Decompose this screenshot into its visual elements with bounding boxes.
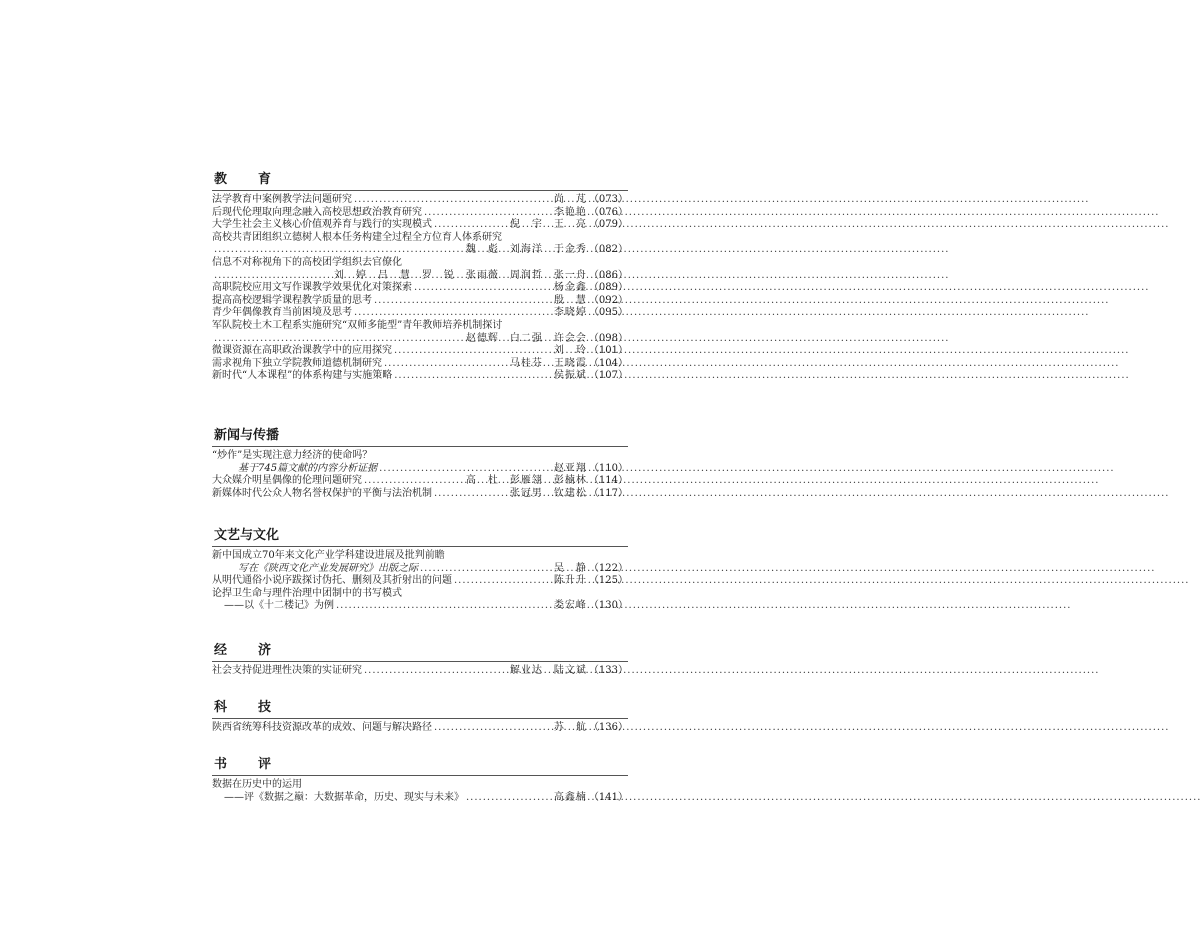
dot-leader xyxy=(384,358,508,371)
entry-title: 陕西省统筹科技资源改革的成效、问题与解决路径 xyxy=(212,722,432,733)
entry-author: 马桂芬 王晓霞 xyxy=(509,357,587,369)
entry-title: 大众媒介明星偶像的伦理问题研究 xyxy=(212,475,362,487)
entry-author: 殷 慧 xyxy=(553,294,587,306)
entry-title: 论捍卫生命与理件治理中团制中的书写模式 xyxy=(212,587,402,599)
dot-leader xyxy=(420,563,552,576)
section-title: 经 济 xyxy=(214,643,281,658)
entry-author: 赵亚翔 xyxy=(553,462,587,474)
toc-entry[interactable] xyxy=(212,244,628,257)
dot-leader xyxy=(354,194,552,207)
toc-entry[interactable] xyxy=(212,488,628,501)
toc-entry[interactable] xyxy=(212,588,628,601)
entry-page-number: （073） xyxy=(588,194,628,205)
toc-section xyxy=(212,428,628,500)
entry-title: 新时代“人本课程”的体系构建与实施策略 xyxy=(212,370,393,382)
dot-leader xyxy=(354,307,552,320)
toc-entry[interactable] xyxy=(212,550,628,563)
entry-author: 解业达 陆文斌 xyxy=(509,665,587,676)
entry-page-number: （114） xyxy=(588,475,628,487)
entry-page-number: （082） xyxy=(588,244,628,256)
entry-title: 高校共青团组织立德树人根本任务构建全过程全方位育人体系研究 xyxy=(212,231,502,243)
section-title: 科 技 xyxy=(214,700,281,715)
entry-page-number: （092） xyxy=(588,294,628,306)
entry-author: 刘 婷 吕 慧 罗 锐 张雨薇 周润哲 张一舟 xyxy=(333,269,587,281)
entry-page-number: （125） xyxy=(588,575,628,587)
entry-page-number: （141） xyxy=(588,791,628,803)
toc-section xyxy=(212,528,628,613)
toc-section xyxy=(212,700,628,735)
toc-entry[interactable] xyxy=(212,219,628,232)
entry-author: 侯振斌 xyxy=(553,370,587,382)
section-title: 文艺与文化 xyxy=(214,528,280,543)
toc-entry[interactable] xyxy=(212,575,628,588)
dot-leader xyxy=(394,370,552,383)
toc-entry[interactable] xyxy=(212,333,628,346)
toc-entry[interactable] xyxy=(212,295,628,308)
toc-entry[interactable] xyxy=(212,665,628,678)
entry-author: 苏 航 xyxy=(553,722,587,733)
entry-page-number: （122） xyxy=(588,562,628,574)
toc-entry[interactable] xyxy=(212,792,628,805)
toc-entry[interactable] xyxy=(212,370,628,383)
entry-title: 高职院校应用文写作课教学效果优化对策探索 xyxy=(212,282,412,294)
section-divider xyxy=(212,775,628,776)
entry-author: 吴 静 xyxy=(553,562,587,574)
toc-entry[interactable] xyxy=(212,207,628,220)
section-title: 书 评 xyxy=(214,757,281,772)
entry-page-number: （136） xyxy=(588,722,628,733)
toc-entry[interactable] xyxy=(212,257,628,270)
entry-page-number: （076） xyxy=(588,206,628,218)
dot-leader xyxy=(214,270,332,283)
dot-leader xyxy=(466,792,552,805)
entry-page-number: （089） xyxy=(588,282,628,294)
entry-author: 赵德辉 白二强 许会会 xyxy=(465,332,587,344)
section-divider xyxy=(212,546,628,547)
dot-leader xyxy=(379,463,552,476)
entry-author: 尚 芃 xyxy=(553,194,587,205)
toc-entry[interactable] xyxy=(212,194,628,207)
entry-title: “炒作”是实现注意力经济的使命吗？ xyxy=(212,450,373,461)
section-divider xyxy=(212,446,628,447)
toc-entry[interactable] xyxy=(212,600,628,613)
dot-leader xyxy=(214,333,464,346)
toc-entry[interactable] xyxy=(212,358,628,371)
dot-leader xyxy=(424,207,552,220)
entry-title: 数据在历史中的运用 xyxy=(212,779,302,790)
entry-page-number: （104） xyxy=(588,357,628,369)
toc-entry[interactable] xyxy=(212,270,628,283)
entry-page-number: （107） xyxy=(588,370,628,382)
toc-entry[interactable] xyxy=(212,307,628,320)
entry-author: 张冠男 钦建松 xyxy=(509,487,587,499)
dot-leader xyxy=(364,665,508,678)
entry-title: 军队院校土木工程系实施研究“双师多能型”青年教师培养机制探讨 xyxy=(212,319,503,331)
dot-leader xyxy=(364,475,464,488)
toc-section xyxy=(212,757,628,804)
dot-leader xyxy=(434,219,508,232)
entry-title: 从明代通俗小说序跋探讨伪托、删刻及其折射出的问题 xyxy=(212,575,452,587)
section-divider xyxy=(212,661,628,662)
entry-title: 写在《陕西文化产业发展研究》出版之际 xyxy=(238,562,418,574)
section-divider xyxy=(212,718,628,719)
toc-entry[interactable] xyxy=(212,779,628,792)
entry-page-number: （098） xyxy=(588,332,628,344)
entry-author: 陈升升 xyxy=(553,575,587,587)
entry-page-number: （079） xyxy=(588,219,628,231)
dot-leader xyxy=(454,575,552,588)
entry-page-number: （110） xyxy=(588,462,628,474)
entry-page-number: （117） xyxy=(588,487,628,499)
entry-page-number: （133） xyxy=(588,665,628,676)
entry-author: 娄宏峰 xyxy=(553,600,587,612)
dot-leader xyxy=(394,345,552,358)
entry-page-number: （130） xyxy=(588,600,628,612)
entry-title: 社会支持促进理性决策的实证研究 xyxy=(212,665,362,676)
entry-author: 杨金鑫 xyxy=(553,282,587,294)
toc-entry[interactable] xyxy=(212,450,628,463)
entry-title: 微课资源在高职政治课教学中的应用探究 xyxy=(212,345,392,357)
toc-section xyxy=(212,643,628,678)
entry-author: 高鑫楠 xyxy=(553,791,587,803)
entry-author: 高 杜 彭雁翎 彭楠林 xyxy=(465,475,587,487)
entry-page-number: （101） xyxy=(588,345,628,357)
entry-page-number: （086） xyxy=(588,269,628,281)
entry-title: 新中国成立70年来文化产业学科建设进展及批判前瞻 xyxy=(212,550,445,561)
dot-leader xyxy=(214,244,464,257)
entry-title: ——评《数据之巅：大数据革命，历史、现实与未来》 xyxy=(224,791,464,803)
entry-title: 后现代伦理取向理念融入高校思想政治教育研究 xyxy=(212,206,422,218)
section-title: 新闻与传播 xyxy=(214,428,280,443)
dot-leader xyxy=(434,488,508,501)
entry-title: 提高高校逻辑学课程教学质量的思考 xyxy=(212,294,372,306)
entry-title: ——以《十二楼记》为例 xyxy=(224,600,334,612)
entry-author: 李艳艳 xyxy=(553,206,587,218)
entry-title: 新媒体时代公众人物名誉权保护的平衡与法治机制 xyxy=(212,487,432,499)
section-title: 教 育 xyxy=(214,172,281,187)
entry-author: 魏 彪 刘海洋 于金秀 xyxy=(465,244,587,256)
entry-author: 刘 玲 xyxy=(553,345,587,357)
entry-title: 法学教育中案例教学法问题研究 xyxy=(212,194,352,205)
entry-title: 青少年偶像教育当前困境及思考 xyxy=(212,307,352,319)
toc-entry[interactable] xyxy=(212,475,628,488)
dot-leader xyxy=(414,282,552,295)
entry-page-number: （095） xyxy=(588,307,628,319)
dot-leader xyxy=(434,722,552,735)
toc-section xyxy=(212,172,628,383)
entry-title: 信息不对称视角下的高校团学组织去官僚化 xyxy=(212,256,402,268)
entry-title: 需求视角下独立学院教师道德机制研究 xyxy=(212,357,382,369)
entry-title: 大学生社会主义核心价值观养育与践行的实现模式 xyxy=(212,219,432,231)
toc-entry[interactable] xyxy=(212,722,628,735)
toc-entry[interactable] xyxy=(212,345,628,358)
entry-author: 李晓婷 xyxy=(553,307,587,319)
toc-entry[interactable] xyxy=(212,232,628,245)
dot-leader xyxy=(336,600,552,613)
toc-entry[interactable] xyxy=(212,320,628,333)
entry-title: 基于745篇文献的内容分析证据 xyxy=(238,462,378,474)
toc-entry[interactable] xyxy=(212,563,628,576)
dot-leader xyxy=(374,295,552,308)
toc-entry[interactable] xyxy=(212,282,628,295)
entry-author: 倪 宇 王 亮 xyxy=(509,219,587,231)
section-divider xyxy=(212,190,628,191)
toc-entry[interactable] xyxy=(212,463,628,476)
